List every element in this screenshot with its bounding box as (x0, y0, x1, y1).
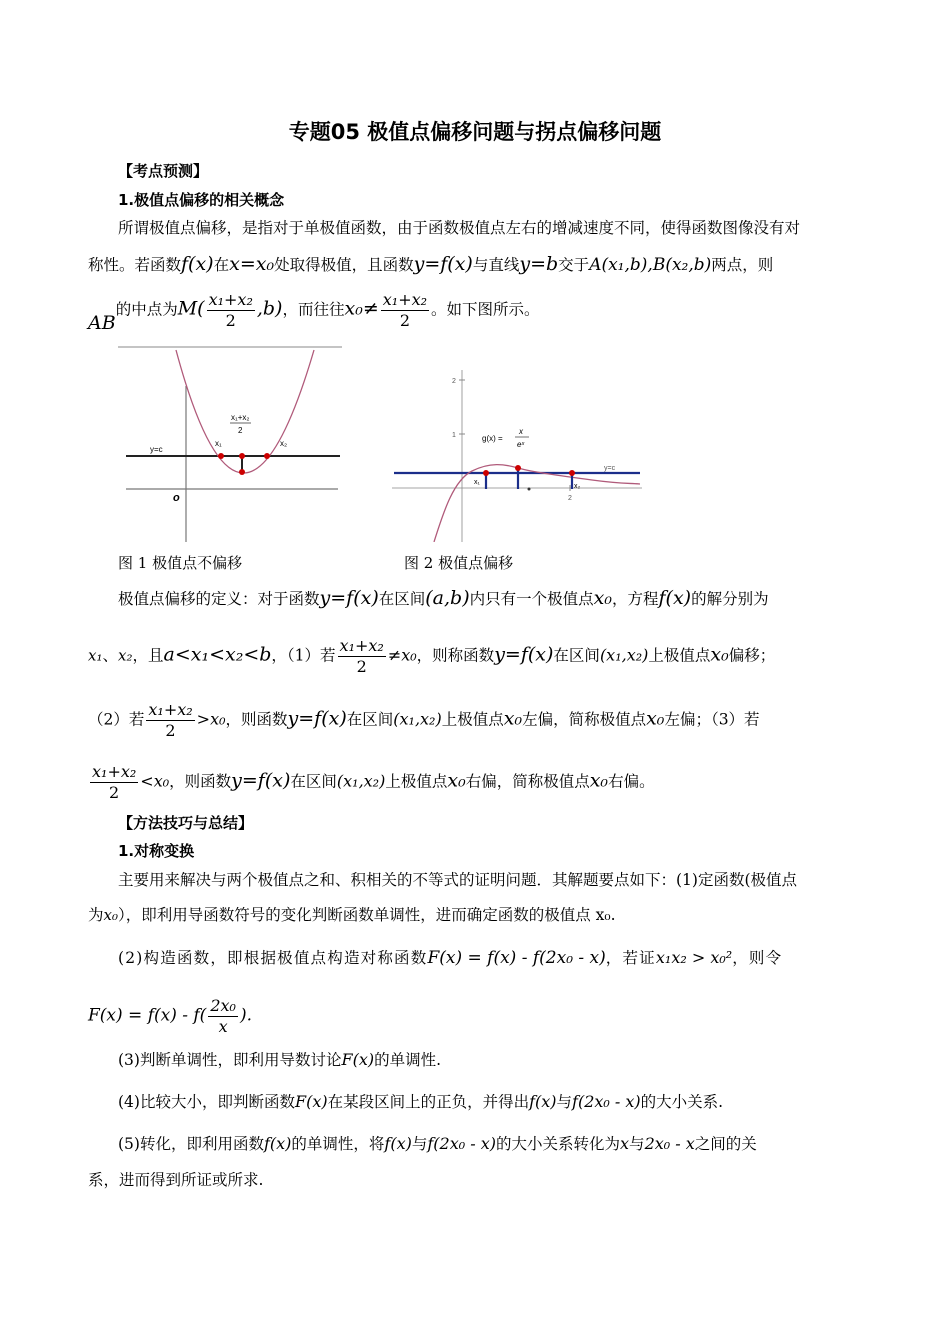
figure-2-caption: 图 2 极值点偏移 (404, 554, 514, 572)
fig2-x2-label: x₂ (574, 483, 581, 490)
figure-2-graph (392, 370, 642, 542)
method-line5: (3)判断单调性，即利用导数讨论F(x)的单调性. (118, 1050, 442, 1069)
midpoint-fraction: $\frac{\text{x₁+x₂}}{2}$ (208, 290, 253, 330)
def-line3: （2）若 $\frac{\text{x₁+x₂}}{2}$ >x₀，则函数y=f(x)在区间(x₁,x₂)上极值点x₀左偏，简称极值点x₀左偏；（3）若 (88, 700, 760, 740)
para1-line1: 所谓极值点偏移，是指对于单极值函数，由于函数极值点左右的增减速度不同，使得函数图像没有对 (118, 219, 801, 237)
method-line1: 主要用来解决与两个极值点之和、积相关的不等式的证明问题．其解题要点如下：(1)定函数(极值点 (118, 871, 798, 889)
section-symmetric: 1.对称变换 (118, 842, 195, 860)
method-line7: (5)转化，即利用函数f(x)的单调性，将f(x)与f(2x₀ - x)的大小关系转化为x与2x₀ - x之间的关 (118, 1134, 757, 1153)
def-line2: x₁、x₂，且a<x₁<x₂<b，（1）若 $\frac{\text{x₁+x₂}}{2}$ ≠x₀，则称函数y=f(x)在区间(x₁,x₂)上极值点x₀偏移； (88, 636, 776, 676)
fig1-origin-label: o (173, 492, 180, 504)
figure-1-graph (118, 346, 342, 542)
method-line2: 为x₀），即利用导函数符号的变化判断函数单调性，进而确定函数的极值点 x₀. (88, 906, 616, 924)
fig1-point-vertex (239, 469, 245, 475)
fig1-point-x1 (218, 453, 224, 459)
method-line6: (4)比较大小，即判断函数F(x)在某段区间上的正负，并得出f(x)与f(2x₀ - x)的大小关系. (118, 1092, 724, 1111)
fig2-x1-label: x₁ (474, 479, 480, 486)
page-title: 专题05 极值点偏移问题与拐点偏移问题 (288, 120, 662, 144)
section-kaodian: 【考点预测】 (118, 162, 209, 180)
section-method: 【方法技巧与总结】 (118, 814, 254, 832)
para1-line3: AB的中点为M( $\frac{\text{x₁+x₂}}{2}$ ,b)，而往往x₀≠ $\frac{\text{x₁+x₂}}{2}$ 。如下图所示。 (88, 290, 540, 334)
fig1-line-label: y=c (150, 445, 163, 454)
fig2-point-max (515, 465, 521, 471)
fig1-mid-num: x₁+x₂ (231, 413, 250, 422)
fig2-func-label: g(x) = (482, 434, 503, 443)
section-concept-heading: 1.极值点偏移的相关概念 (118, 191, 285, 209)
method-line8: 系，进而得到所证或所求. (88, 1171, 264, 1189)
method-line4: F(x) = f(x) - f( $\frac{\text{2x₀}}{x}$ ). (88, 996, 252, 1036)
def-line4: $\frac{\text{x₁+x₂}}{2}$ <x₀，则函数y=f(x)在区间(x₁,x₂)上极值点x₀右偏，简称极值点x₀右偏。 (92, 762, 655, 802)
para1-line2: 称性。若函数f(x)在x=x₀处取得极值，且函数y=f(x)与直线y=b交于A(x₁,b),B(x₂,b)两点，则 (88, 253, 774, 275)
fig2-func-den: eˣ (517, 440, 525, 449)
fig2-line-label: y=c (604, 465, 616, 472)
def-line1: 极值点偏移的定义：对于函数y=f(x)在区间(a,b)内只有一个极值点x₀，方程f(x)的解分别为 (118, 587, 769, 609)
fig2-ytick-1: 1 (452, 432, 456, 439)
fig2-point-x1 (483, 470, 489, 476)
fig1-point-mid (239, 453, 245, 459)
fig1-mid-den: 2 (238, 426, 243, 435)
fig1-x1-label: x₁ (215, 439, 222, 448)
figure-1-caption: 图 1 极值点不偏移 (118, 554, 243, 572)
method-line3: (2)构造函数，即根据极值点构造对称函数F(x) = f(x) - f(2x₀ - x)，若证x₁x₂ > x₀²，则令 (118, 948, 783, 968)
fig2-func-num: x (519, 427, 523, 436)
fig1-x2-label: x₂ (280, 439, 288, 448)
fig2-point-x2 (569, 470, 575, 476)
fig1-point-x2 (264, 453, 270, 459)
fig2-ytick-2: 2 (452, 378, 456, 385)
fig2-xtick-2: 2 (568, 495, 572, 502)
